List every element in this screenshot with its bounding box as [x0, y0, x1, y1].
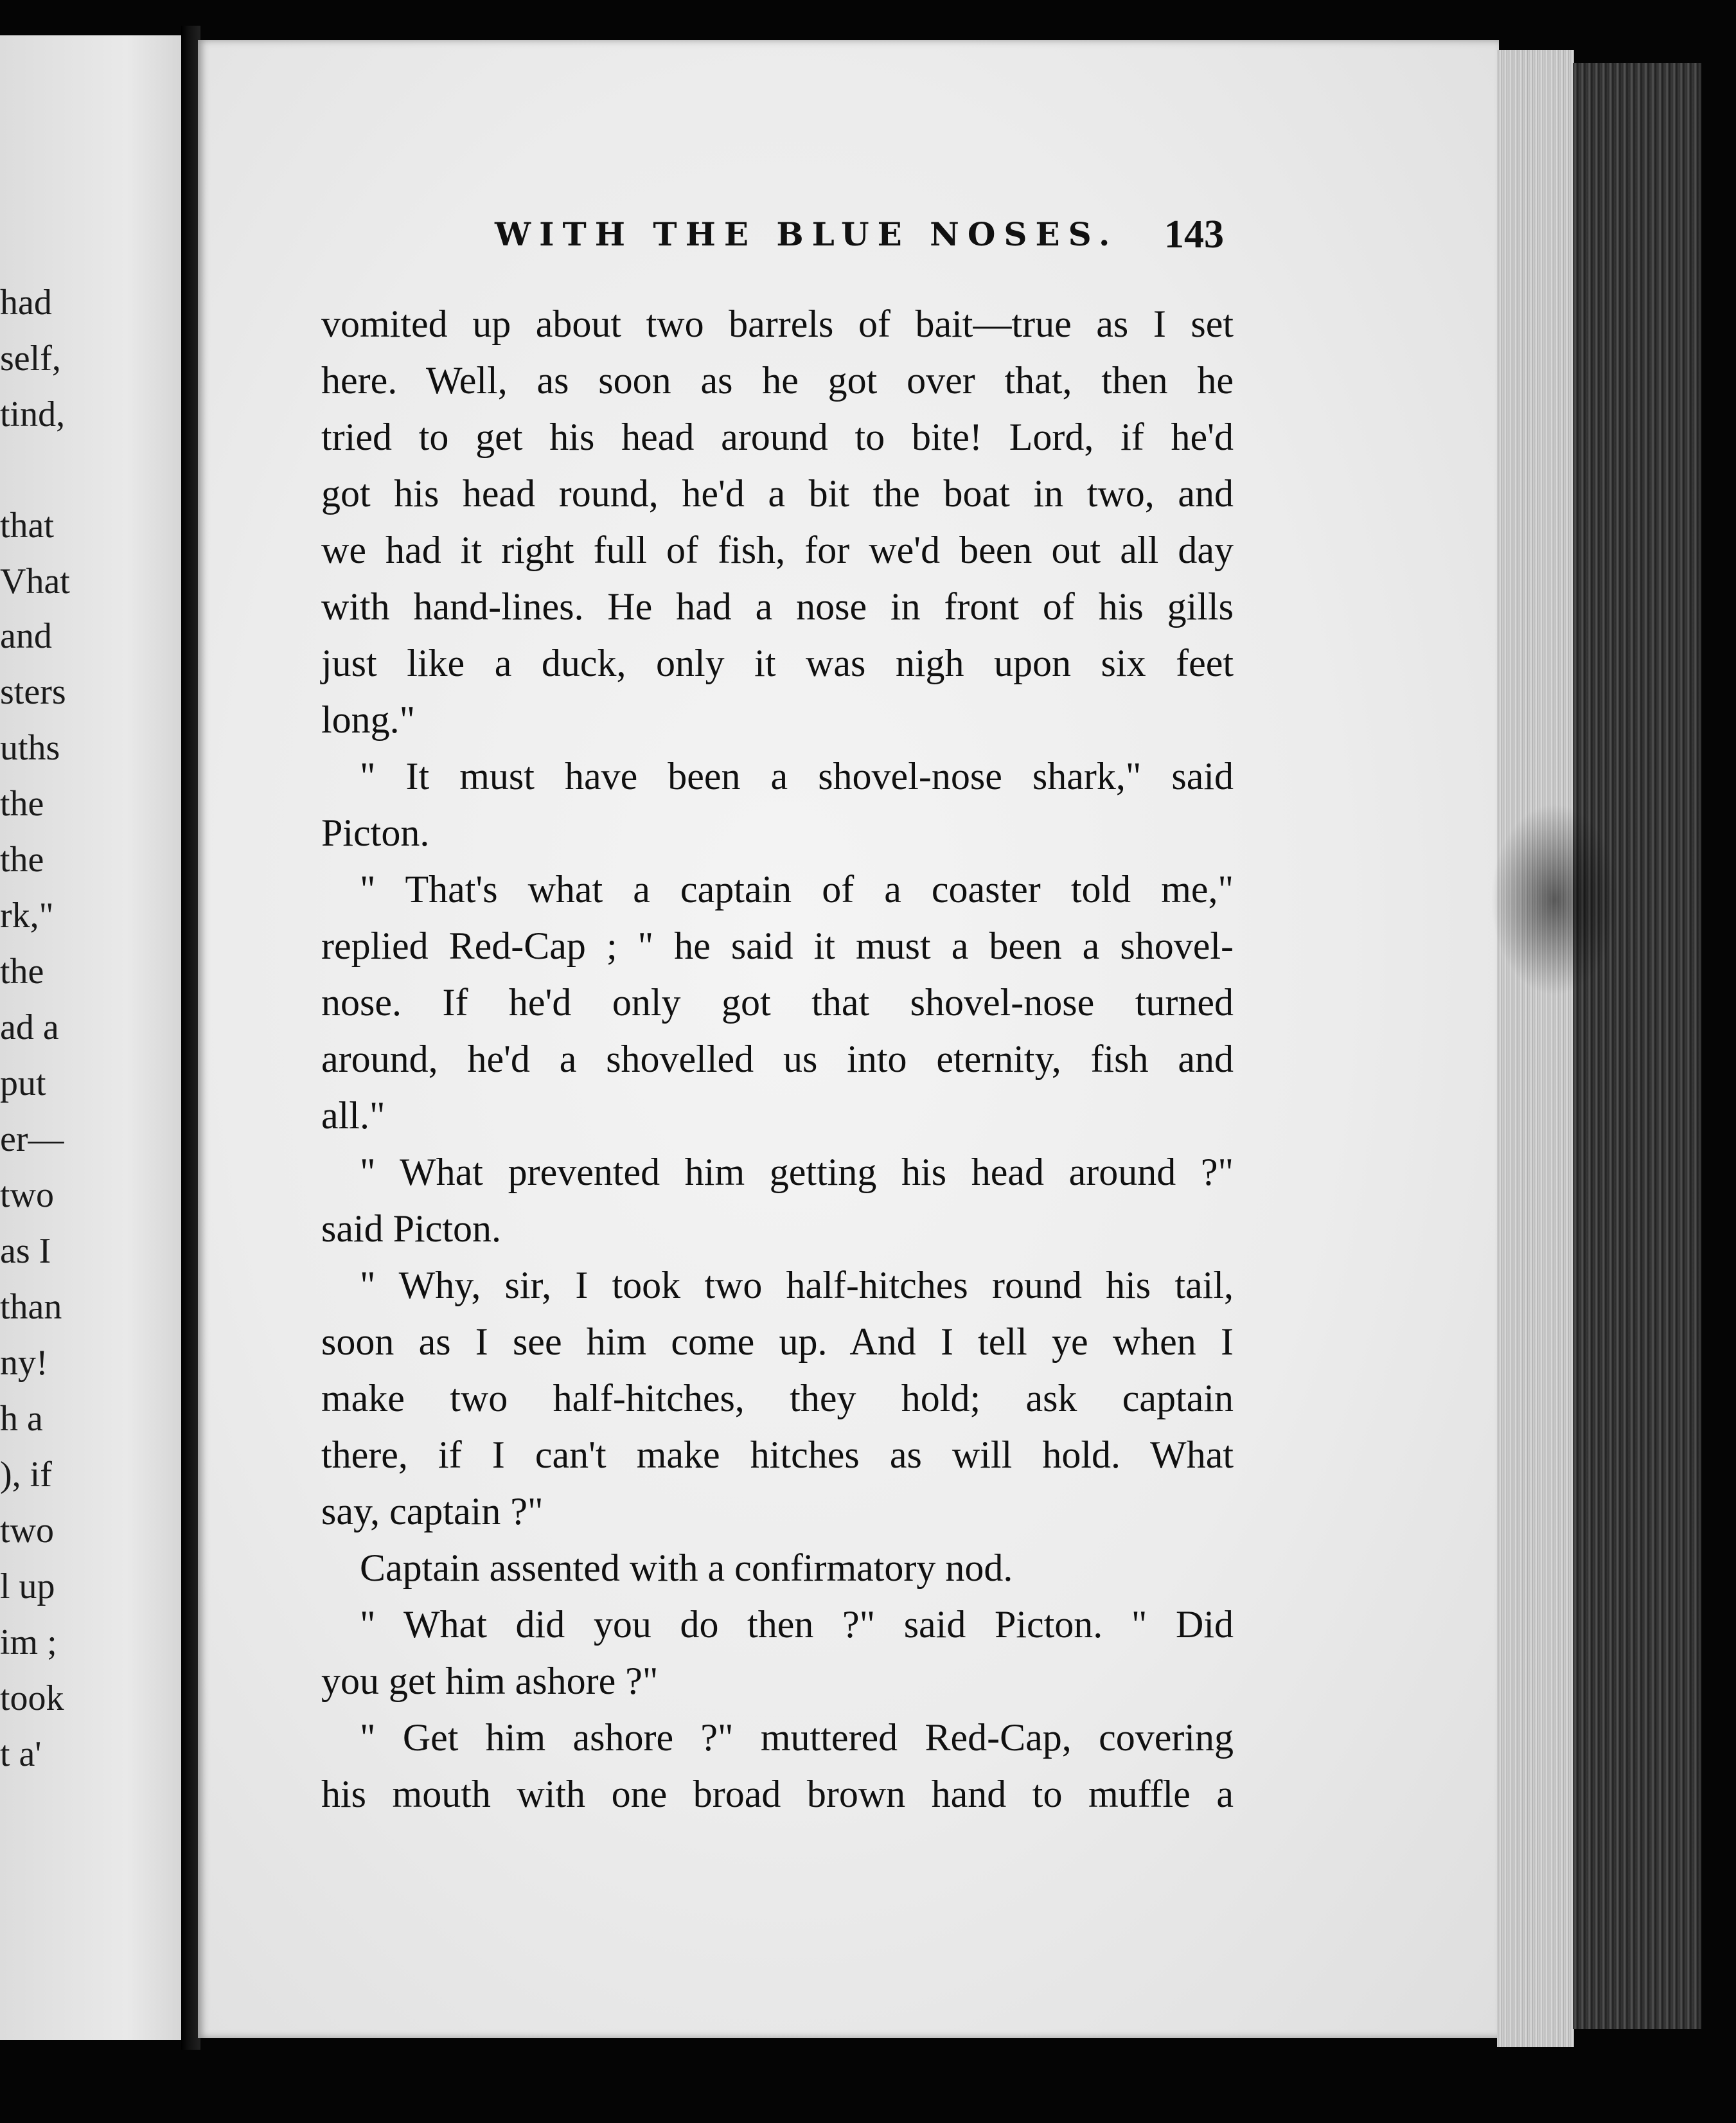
- left-page-fragment: Vhat: [0, 562, 70, 601]
- text-line: " What did you do then ?" said Picton. " Did: [360, 1603, 1234, 1646]
- left-page-fragment: the: [0, 784, 44, 824]
- text-line: around, he'd a shovelled us into eternity, fish and: [321, 1038, 1234, 1080]
- text-line: vomited up about two barrels of bait—true as I set: [321, 303, 1234, 345]
- left-page-fragment: h a: [0, 1399, 43, 1439]
- left-page-fragment: ad a: [0, 1008, 59, 1047]
- text-line: just like a duck, only it was nigh upon six feet: [321, 642, 1234, 684]
- left-page-fragment: er—: [0, 1119, 64, 1159]
- text-line: his mouth with one broad brown hand to muffle a: [321, 1773, 1234, 1815]
- text-line: tried to get his head around to bite! Lord, if he'd: [321, 416, 1234, 458]
- book-edge-shadow: [1573, 63, 1701, 2029]
- text-line: replied Red-Cap ; " he said it must a been a shovel-: [321, 925, 1234, 967]
- text-line: say, captain ?": [321, 1490, 544, 1532]
- text-line: " What prevented him getting his head around ?": [360, 1151, 1234, 1193]
- left-page-fragment: the: [0, 840, 44, 880]
- left-page-fragment: as I: [0, 1231, 51, 1271]
- left-facing-page: [0, 35, 181, 2040]
- left-page-fragment: that: [0, 506, 54, 546]
- left-page-fragment: two: [0, 1511, 54, 1550]
- running-header: WITH THE BLUE NOSES.: [495, 215, 1119, 253]
- page-edges: [1497, 50, 1574, 2047]
- text-line: " Why, sir, I took two half-hitches round his tail,: [360, 1264, 1234, 1306]
- left-page-fragment: uths: [0, 728, 60, 768]
- left-page-fragment: and: [0, 616, 52, 656]
- left-page-fragment: put: [0, 1063, 46, 1103]
- text-line: Captain assented with a confirmatory nod.: [360, 1547, 1013, 1589]
- left-page-fragment: im ;: [0, 1622, 57, 1662]
- text-line: " That's what a captain of a coaster told me,": [360, 868, 1234, 910]
- left-page-fragment: self,: [0, 339, 61, 378]
- left-page-fragment: two: [0, 1175, 54, 1215]
- left-page-fragment: sters: [0, 672, 66, 712]
- text-line: with hand-lines. He had a nose in front of his gills: [321, 585, 1234, 628]
- left-page-fragment: had: [0, 283, 52, 323]
- left-page-fragment: the: [0, 952, 44, 991]
- left-page-fragment: took: [0, 1678, 64, 1718]
- text-line: said Picton.: [321, 1207, 501, 1250]
- text-line: Picton.: [321, 812, 430, 854]
- left-page-fragment: t a': [0, 1734, 42, 1774]
- text-line: long.": [321, 698, 416, 741]
- text-line: you get him ashore ?": [321, 1660, 659, 1702]
- left-page-fragment: ny!: [0, 1343, 48, 1383]
- text-line: we had it right full of fish, for we'd been out all day: [321, 529, 1234, 571]
- left-page-fragment: tind,: [0, 395, 66, 434]
- page-number: 143: [1164, 213, 1224, 256]
- text-line: " It must have been a shovel-nose shark," said: [360, 755, 1234, 797]
- text-line: " Get him ashore ?" muttered Red-Cap, covering: [360, 1716, 1234, 1759]
- text-line: all.": [321, 1094, 385, 1137]
- text-line: here. Well, as soon as he got over that, then he: [321, 359, 1234, 402]
- ink-bleed-mark: [1491, 803, 1619, 996]
- body-text: [321, 296, 1234, 1822]
- text-line: got his head round, he'd a bit the boat in two, and: [321, 472, 1234, 515]
- text-line: soon as I see him come up. And I tell ye when I: [321, 1320, 1234, 1363]
- left-page-fragment: than: [0, 1287, 62, 1327]
- text-line: nose. If he'd only got that shovel-nose turned: [321, 981, 1234, 1024]
- left-page-fragment: l up: [0, 1567, 55, 1606]
- left-page-fragment: rk,": [0, 896, 54, 936]
- left-page-fragment: ), if: [0, 1455, 52, 1495]
- text-line: there, if I can't make hitches as will hold. What: [321, 1434, 1234, 1476]
- text-line: make two half-hitches, they hold; ask captain: [321, 1377, 1234, 1419]
